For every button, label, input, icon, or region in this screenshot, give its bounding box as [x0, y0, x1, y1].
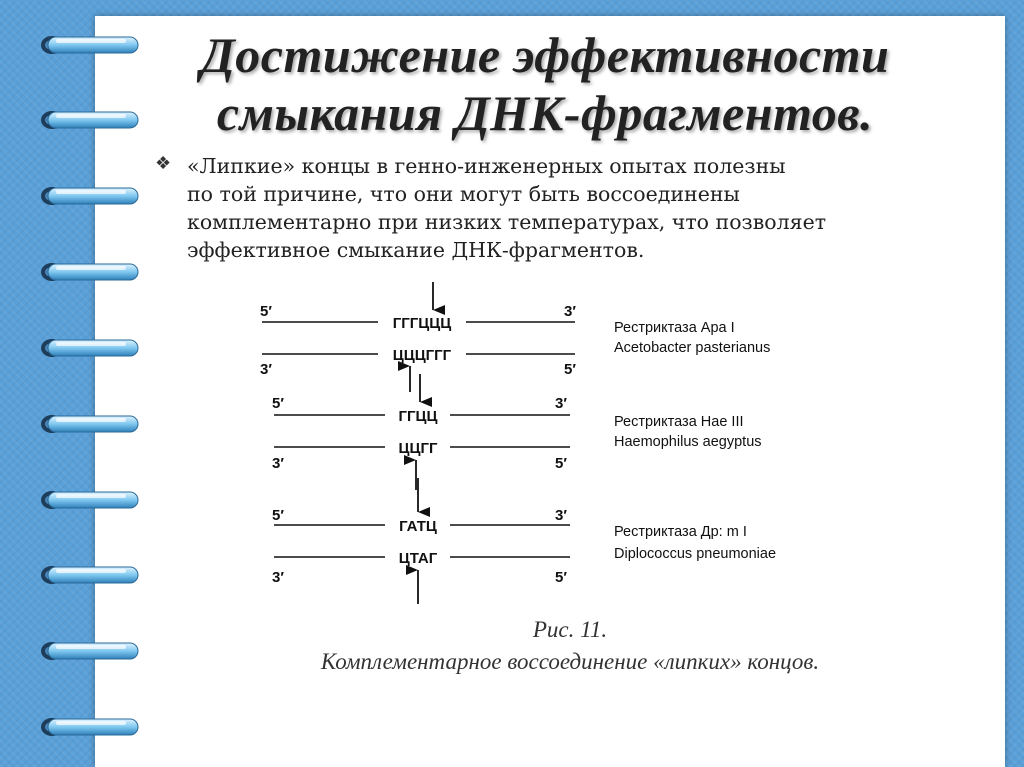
end-label: 5′ [272, 395, 284, 412]
sequence-top: ГАТЦ [399, 518, 437, 535]
caption-figure-number: Рис. 11. [532, 617, 608, 642]
end-label: 5′ [564, 361, 576, 378]
enzyme-name: Рестриктаза Ара I [614, 320, 735, 336]
title-line-1: Достижение эффективности [200, 27, 890, 83]
enzyme-block-2 [272, 374, 762, 490]
binder-ring-8 [38, 562, 144, 588]
sequence-bottom: ЦЦГГ [398, 440, 438, 457]
end-label: 3′ [260, 361, 272, 378]
enzyme-organism: Haemophilus aegyptus [614, 434, 762, 450]
sequence-top: ГГГЦЦЦ [392, 315, 452, 332]
sequence-bottom: ЦЦЦГГГ [392, 347, 452, 364]
end-label: 5′ [260, 303, 272, 320]
enzyme-organism: Diplococcus pneumoniae [614, 546, 777, 562]
end-label: 5′ [555, 455, 567, 472]
bullet-paragraph [187, 152, 987, 264]
binder-ring-3 [38, 183, 144, 209]
binder-ring-9 [38, 638, 144, 664]
paragraph-line-1: «Липкие» концы в генно-инженерных опытах полезны [187, 154, 786, 178]
paragraph-line-4: эффективное смыкание ДНК-фрагментов. [187, 238, 645, 262]
end-label: 5′ [555, 569, 567, 586]
slide-title [80, 26, 1010, 142]
binder-ring-5 [38, 335, 144, 361]
enzyme-organism: Acetobacter pasterianus [614, 340, 771, 356]
end-label: 3′ [555, 395, 567, 412]
binder-ring-4 [38, 259, 144, 285]
enzyme-name: Рестриктаза Др: m I [614, 524, 747, 540]
enzyme-block-1 [260, 282, 770, 392]
figure-caption [150, 614, 990, 678]
sequence-top: ГГЦЦ [398, 408, 438, 425]
paragraph-line-3: комплементарно при низких температурах, что позволяет [187, 210, 827, 234]
end-label: 3′ [272, 569, 284, 586]
end-label: 5′ [272, 507, 284, 524]
restriction-diagram [250, 270, 830, 610]
binder-ring-7 [38, 487, 144, 513]
title-line-2: смыкания ДНК-фрагментов. [216, 85, 874, 141]
enzyme-name: Рестриктаза Нае III [614, 414, 744, 430]
end-label: 3′ [564, 303, 576, 320]
binder-ring-10 [38, 714, 144, 740]
end-label: 3′ [555, 507, 567, 524]
end-label: 3′ [272, 455, 284, 472]
binder-ring-6 [38, 411, 144, 437]
sequence-bottom: ЦТАГ [398, 550, 438, 567]
diamond-bullet-icon: ❖ [155, 153, 172, 174]
paragraph-line-2: по той причине, что они могут быть воссоединены [187, 182, 740, 206]
enzyme-block-3 [272, 478, 776, 604]
caption-text: Комплементарное воссоединение «липких» концов. [320, 649, 820, 674]
